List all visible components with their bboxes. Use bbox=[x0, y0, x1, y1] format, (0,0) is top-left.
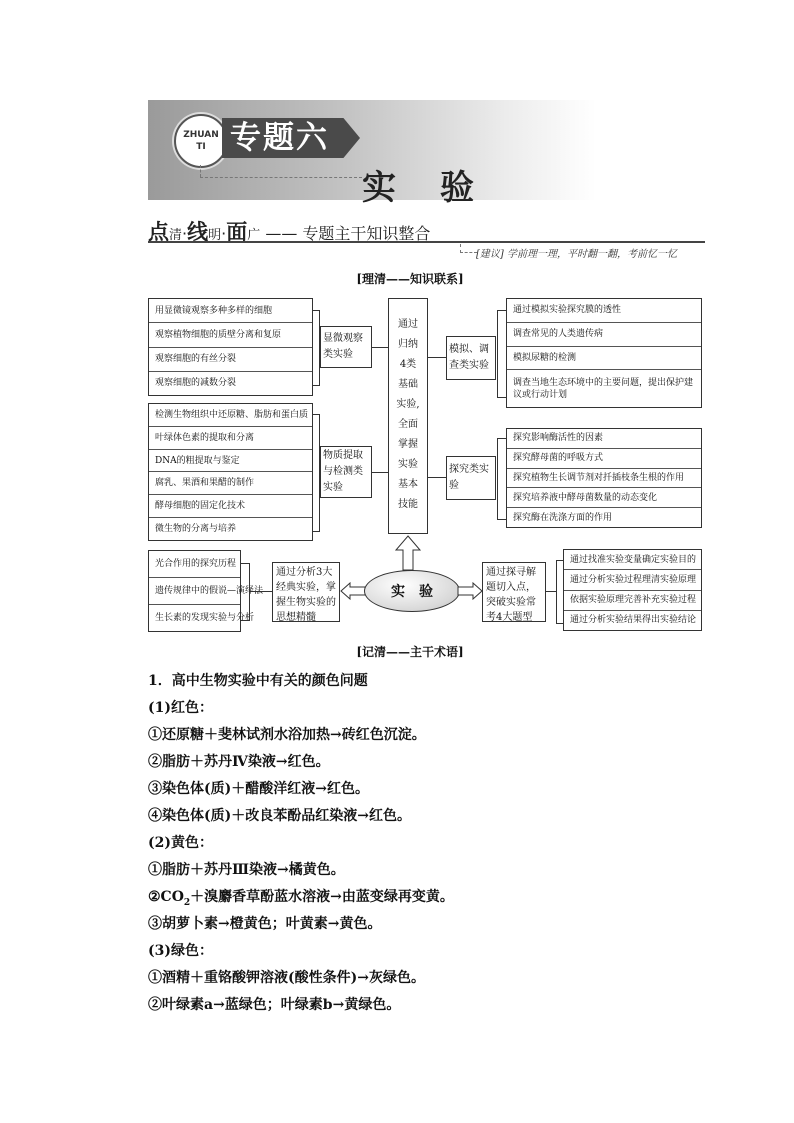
center-line: 基础 bbox=[398, 379, 418, 390]
bracket bbox=[241, 563, 250, 621]
red-item-3: ③染色体(质)＋醋酸洋红液→红色。 bbox=[148, 781, 369, 797]
micro-label: 显微观察类实验 bbox=[320, 326, 372, 368]
list-item: 观察细胞的减数分裂 bbox=[155, 378, 237, 389]
yellow-item-1: ①脂肪＋苏丹Ⅲ染液→橘黄色。 bbox=[148, 862, 345, 878]
heading-subtitle: —— 专题主干知识整合 bbox=[260, 224, 431, 243]
explore-label: 探究类实验 bbox=[446, 456, 496, 500]
center-line: 全面 bbox=[398, 419, 418, 430]
red-item-1 bbox=[148, 724, 426, 744]
list-item: 光合作用的探究历程 bbox=[149, 551, 240, 578]
heading-char: 线 bbox=[187, 220, 209, 244]
text: ②CO bbox=[148, 889, 184, 905]
red-title: (1)红色： bbox=[148, 700, 213, 716]
center-line: 实验 bbox=[398, 459, 418, 470]
list-item: 通过分析实验过程理清实验原理 bbox=[564, 570, 701, 590]
list-item: 通过模拟实验探究膜的透性 bbox=[507, 299, 701, 323]
question-list bbox=[563, 549, 702, 631]
text: ①还原糖＋斐林试剂水浴加热 bbox=[148, 727, 330, 743]
list-item: 探究植物生长调节剂对扦插枝条生根的作用 bbox=[507, 469, 701, 489]
zhuanti-badge bbox=[174, 114, 228, 168]
heading-char: 明 bbox=[208, 228, 222, 243]
connector bbox=[546, 591, 556, 592]
list-item: 腐乳、果酒和果醋的制作 bbox=[149, 472, 312, 495]
right-arrow-icon bbox=[457, 582, 483, 600]
list-item: 通过找准实验变量确定实验目的 bbox=[564, 550, 701, 570]
connector bbox=[372, 472, 388, 473]
bracket bbox=[313, 310, 320, 386]
topic-number: 专题六 bbox=[230, 120, 329, 156]
connector bbox=[428, 477, 446, 478]
bracket bbox=[497, 438, 506, 520]
connector bbox=[428, 357, 446, 358]
list-item: 微生物的分离与培养 bbox=[155, 524, 237, 535]
classic-desc: 通过分析3大经典实验，掌握生物实验的思想精髓 bbox=[272, 562, 340, 622]
dashed-connector bbox=[200, 177, 362, 178]
subject-title: 实验 bbox=[362, 168, 518, 208]
badge-line2: TI bbox=[196, 142, 206, 152]
simulate-label: 模拟、调查类实验 bbox=[446, 336, 496, 380]
green-item-2: ②叶绿素a→蓝绿色；叶绿素b→黄绿色。 bbox=[148, 997, 401, 1013]
heading-char: 点 bbox=[148, 220, 169, 244]
yellow-item-3: ③胡萝卜素→橙黄色；叶黄素→黄色。 bbox=[148, 916, 382, 932]
list-item: 通过分析实验结果得出实验结论 bbox=[570, 615, 697, 626]
simulate-list bbox=[506, 298, 702, 408]
center-summary bbox=[388, 298, 428, 534]
tip-connector bbox=[460, 244, 477, 253]
heading-char: 广 bbox=[247, 228, 261, 243]
heading-dot: · bbox=[182, 224, 188, 243]
list-item: 观察细胞的有丝分裂 bbox=[149, 348, 312, 372]
diagram-caption-top: [理清——知识联系] bbox=[356, 272, 464, 286]
explore-list bbox=[506, 428, 702, 528]
red-item-2: ②脂肪＋苏丹Ⅳ染液→红色。 bbox=[148, 754, 330, 770]
dashed-connector bbox=[200, 165, 201, 177]
text: ＋溴麝香草酚蓝水溶液→由蓝变绿再变黄。 bbox=[190, 889, 454, 905]
green-item-1: ①酒精＋重铬酸钾溶液(酸性条件)→灰绿色。 bbox=[148, 970, 425, 986]
list-item: 检测生物组织中还原糖、脂肪和蛋白质 bbox=[149, 404, 312, 427]
body-heading: 1．高中生物实验中有关的颜色问题 bbox=[148, 673, 368, 689]
diagram-caption-bottom: [记清——主干术语] bbox=[356, 645, 464, 659]
list-item: 探究培养液中酵母菌数量的动态变化 bbox=[507, 488, 701, 508]
heading-dot: · bbox=[221, 224, 227, 243]
badge-line1: ZHUAN bbox=[183, 130, 219, 140]
list-item: 用显微镜观察多种多样的细胞 bbox=[149, 299, 312, 323]
extract-label: 物质提取与检测类实验 bbox=[320, 446, 372, 498]
subscript: 2 bbox=[183, 897, 191, 908]
bracket bbox=[313, 414, 320, 532]
up-arrow-icon bbox=[394, 534, 422, 572]
center-line: 4类 bbox=[399, 359, 417, 370]
red-item-4: ④染色体(质)＋改良苯酚品红染液→红色。 bbox=[148, 808, 411, 824]
list-item: 酵母细胞的固定化技术 bbox=[149, 495, 312, 518]
heading-char: 清 bbox=[169, 228, 183, 243]
list-item: DNA的粗提取与鉴定 bbox=[149, 450, 312, 473]
list-item: 依据实验原理完善补充实验过程 bbox=[564, 591, 701, 611]
list-item: 模拟尿糖的检测 bbox=[507, 347, 701, 371]
list-item: 生长素的发现实验与分析 bbox=[155, 613, 255, 623]
heading-rule bbox=[148, 241, 705, 243]
connector bbox=[249, 591, 272, 592]
list-item: 探究酶在洗涤方面的作用 bbox=[513, 512, 613, 523]
extract-list bbox=[148, 403, 313, 541]
center-line: 实验, bbox=[396, 399, 420, 410]
yellow-title: (2)黄色： bbox=[148, 835, 213, 851]
list-item: 遗传规律中的假说—演绎法 bbox=[149, 578, 240, 605]
center-line: 归纳 bbox=[398, 339, 418, 350]
study-tip: [建议] 学前理一理，平时翻一翻，考前忆一忆 bbox=[476, 249, 677, 260]
experiment-oval: 实 验 bbox=[364, 570, 460, 612]
list-item: 调查当地生态环境中的主要问题，提出保护建议或行动计划 bbox=[513, 377, 694, 400]
list-item: 探究影响酶活性的因素 bbox=[507, 429, 701, 449]
question-desc: 通过探寻解题切入点，突破实验常考4大题型 bbox=[482, 562, 546, 622]
center-line: 技能 bbox=[398, 499, 418, 510]
list-item: 叶绿体色素的提取和分离 bbox=[149, 427, 312, 450]
micro-list bbox=[148, 298, 313, 396]
center-line: 掌握 bbox=[398, 439, 418, 450]
heading-char: 面 bbox=[226, 220, 248, 244]
list-item: 观察植物细胞的质壁分离和复原 bbox=[149, 323, 312, 347]
yellow-item-2 bbox=[148, 886, 454, 908]
bracket bbox=[497, 310, 506, 398]
center-line: 基本 bbox=[398, 479, 418, 490]
list-item: 探究酵母菌的呼吸方式 bbox=[507, 449, 701, 469]
list-item: 调查常见的人类遗传病 bbox=[507, 323, 701, 347]
classic-list bbox=[148, 550, 264, 632]
center-line: 通过 bbox=[398, 319, 418, 330]
left-arrow-icon bbox=[340, 582, 366, 600]
green-title: (3)绿色： bbox=[148, 943, 213, 959]
text: →砖红色沉淀。 bbox=[330, 727, 426, 743]
connector bbox=[372, 347, 388, 348]
